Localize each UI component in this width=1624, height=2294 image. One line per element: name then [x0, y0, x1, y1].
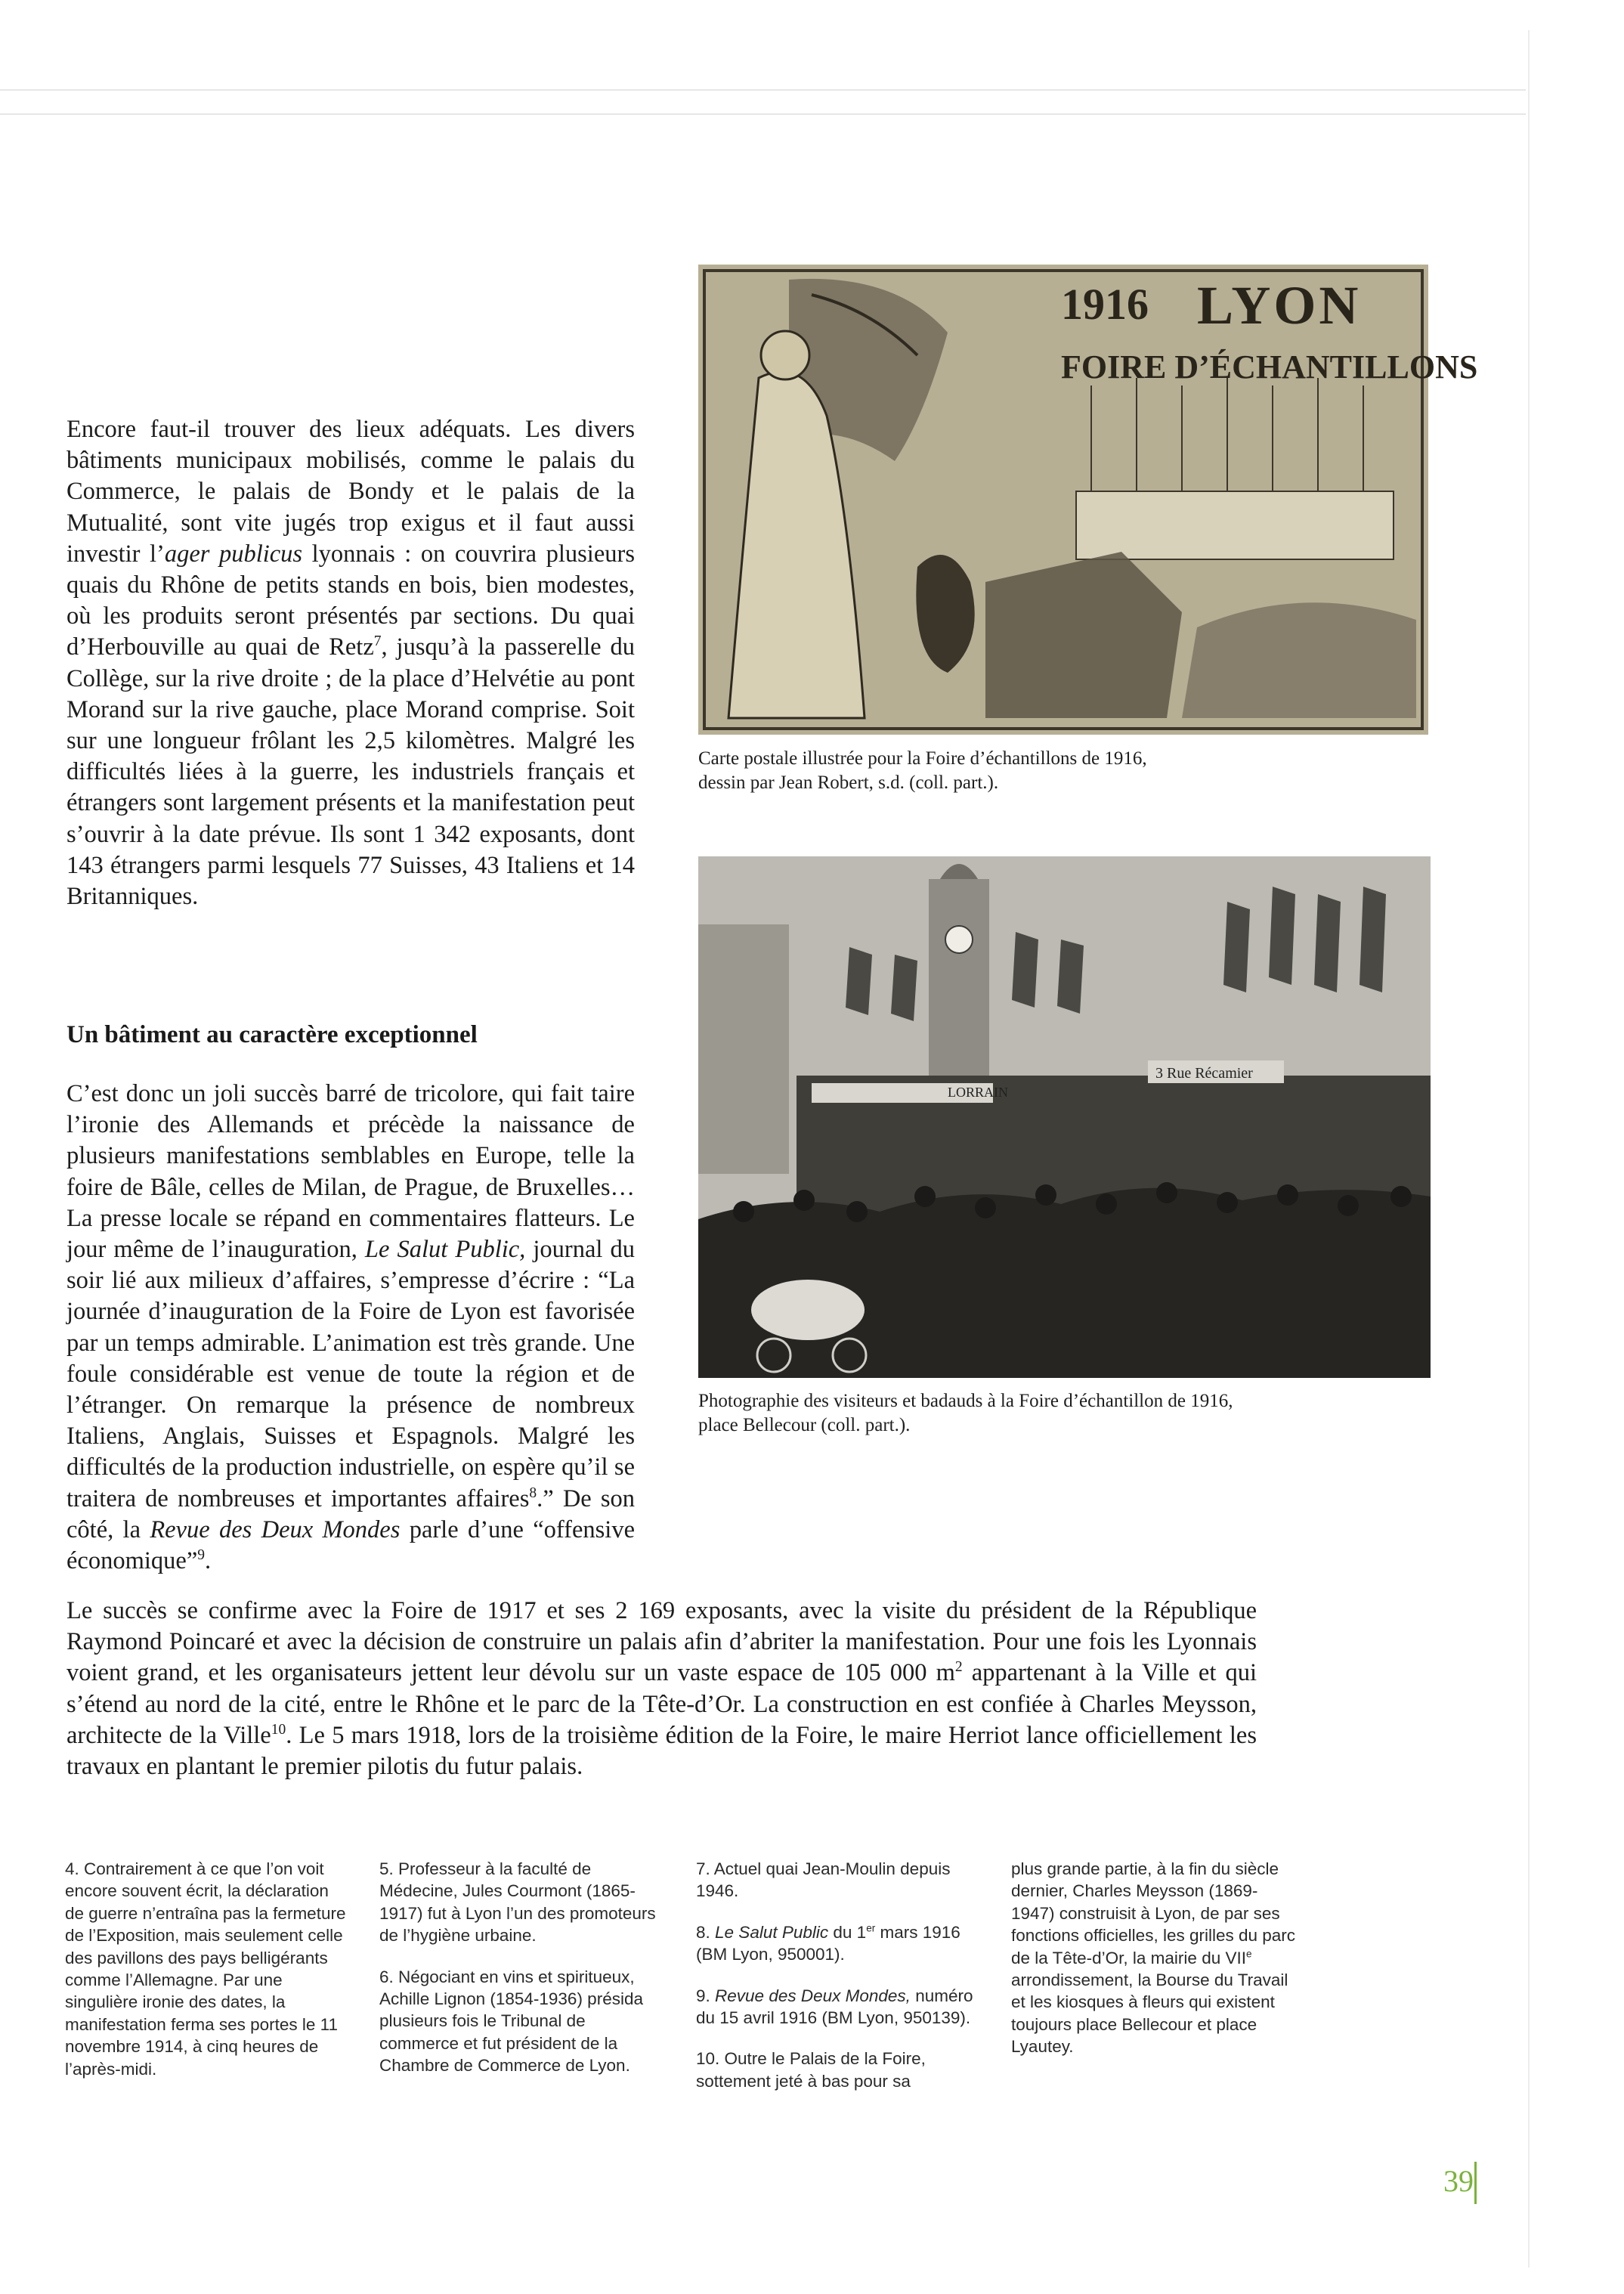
footnotes-column-3	[696, 1858, 983, 2111]
paragraph-press-reaction	[67, 1079, 635, 1577]
footnote-9	[696, 1985, 983, 2029]
footnote-4: 4. Contrairement à ce que l’on voit encore souvent écrit, la déclaration de guerre n’entraîna pas la fermeture de l’Exposition, mais seulement celle des pavillons des pays belligérants comme l’Allemagne. Par une singulière ironie des dates, la manifestation ferma ses portes le 11 novembre 1914, à cinq heures de l’après-midi.	[65, 1859, 346, 2079]
text-run: , jusqu’à la passerelle du Collège, sur la rive droite ; de la place d’Helvétie au pont Morand sur la rive gauche, place Morand comprise. Soit sur une longueur frôlant les 2,5 kilomètres. Malgré les difficultés liées à la guerre, les industriels français et étrangers sont largement présents et la manifestation peut s’ouvrir à la date prévue. Ils sont 1 342 exposants, dont 143 étrangers parmi lesquels 77 Suisses, 43 Italiens et 14 Britanniques.	[67, 633, 635, 911]
text-run: parle d’une “offensive économique”	[67, 1515, 635, 1575]
text-run: mars 1916 (BM Lyon, 950001).	[696, 1922, 960, 1964]
text-run: C’est donc un joli succès barré de tricolore, qui fait taire l’ironie des Allemands et précède la naissance de plusieurs manifestations semblables en Europe, telle la foire de Bâle, celles de Milan, de Prague, de Bruxelles… La presse locale se répand en commentaires flatteurs. Le jour même de l’inauguration,	[67, 1080, 635, 1264]
text-italic: ager publicus	[164, 540, 303, 568]
page-number-bar	[1474, 2162, 1477, 2204]
page-edge-line	[1528, 30, 1530, 2268]
caption-crowd-photo	[698, 1389, 1454, 1438]
postcard-title: FOIRE D’ÉCHANTILLONS	[1061, 348, 1478, 385]
paragraph-palace-construction	[67, 1596, 1257, 1782]
page-number: 39	[1443, 2164, 1474, 2198]
caption-line: place Bellecour (coll. part.).	[698, 1415, 911, 1435]
text-run: plus grande partie, à la fin du siècle dernier, Charles Meysson (1869-1947) construisit à Lyon, de par ses fonctions officielles, les grilles du parc de la Tête-d’Or, la mairie du VII	[1011, 1859, 1296, 1967]
footnote-ref: 10	[271, 1721, 286, 1738]
footnote-ref: 9	[197, 1547, 206, 1564]
footnote-5: 5. Professeur à la faculté de Médecine, Jules Courmont (1865-1917) fut à Lyon l’un des promoteurs de l’hygiène urbaine.	[379, 1859, 656, 1946]
caption-line: Photographie des visiteurs et badauds à la Foire d’échantillon de 1916,	[698, 1391, 1233, 1411]
text-run: lyonnais : on couvrira plusieurs quais du Rhône de petits stands en bois, bien modestes, où les produits seront présentés par sections. Du quai d’Herbouville au quai de Retz	[67, 540, 635, 661]
text-run: Encore faut-il trouver des lieux adéquats. Les divers bâtiments municipaux mobilisés, comme le palais du Commerce, le palais de Bondy et le palais de la Mutualité, sont vite jugés trop exigus et il faut aussi investir l’	[67, 416, 635, 568]
caption-line: dessin par Jean Robert, s.d. (coll. part.).	[698, 772, 999, 793]
caption-postcard	[698, 747, 1454, 795]
text-run: appartenant à la Ville et qui s’étend au nord de la cité, entre le Rhône et le parc de la Tête-d’Or. La construction en est confiée à Charles Meysson, architecte de la Ville	[67, 1659, 1257, 1749]
text-italic: Revue des Deux Mondes	[150, 1515, 401, 1543]
footnote-8	[696, 1921, 983, 1966]
text-run: .” De son côté, la	[67, 1484, 635, 1543]
text-run: numéro du 15 avril 1916 (BM Lyon, 950139).	[696, 1986, 973, 2028]
footnote-6: 6. Négociant en vins et spiritueux, Achille Lignon (1854-1936) présida plusieurs fois le Tribunal de commerce et fut président de la Chambre de Commerce de Lyon.	[379, 1967, 643, 2076]
stand-sign: LORRAIN	[948, 1085, 1008, 1100]
postcard-city: LYON	[1197, 275, 1362, 336]
superscript: er	[866, 1922, 876, 1934]
section-heading: Un bâtiment au caractère exceptionnel	[67, 1021, 478, 1048]
text-run: . Le 5 mars 1918, lors de la troisième édition de la Foire, le maire Herriot lance officiellement les travaux en plantant le premier pilotis du futur palais.	[67, 1721, 1257, 1781]
text-run: 9.	[696, 1986, 716, 2005]
text-run: journal du soir lié aux milieux d’affaires, s’empresse d’écrire : “La journée d’inauguration de la Foire de Lyon est favorisée par un temps admirable. L’animation est très grande. Une foule considérable est venue de toute la région et de l’étranger. On remarque la présence de nombreux Italiens, Anglais, Suisses et Espagnols. Malgré les difficultés de la production industrielle, on espère qu’il se traitera de nombreuses et importantes affaires	[67, 1236, 635, 1512]
stand-sign: 3 Rue Récamier	[1155, 1065, 1253, 1082]
crowd-illustration	[698, 856, 1431, 1378]
footnotes-column-2	[379, 1858, 667, 2096]
superscript: e	[1245, 1948, 1252, 1960]
text-run: du 1	[828, 1922, 867, 1942]
superscript: 2	[954, 1659, 963, 1676]
footnotes-column-1	[65, 1858, 352, 2099]
footnote-ref: 7	[373, 633, 382, 650]
text-run: .	[205, 1547, 212, 1575]
footnote-ref: 8	[529, 1484, 537, 1501]
header-rule-bottom	[0, 113, 1526, 115]
text-italic: Le Salut Public	[715, 1922, 829, 1942]
footnote-10-continued	[1011, 1858, 1298, 2058]
text-run: Le succès se confirme avec la Foire de 1917 et ses 2 169 exposants, avec la visite du président de la République Raymond Poincaré et avec la décision de construire un palais afin d’abriter la manifestation. Pour une fois les Lyonnais voient grand, et les organisateurs jettent leur dévolu sur un vaste espace de 105 000 m	[67, 1597, 1257, 1687]
postcard-year: 1916	[1061, 280, 1149, 329]
footnote-7: 7. Actuel quai Jean-Moulin depuis 1946.	[696, 1859, 951, 1901]
caption-line: Carte postale illustrée pour la Foire d’échantillons de 1916,	[698, 748, 1147, 769]
text-italic: Revue des Deux Mondes,	[715, 1986, 911, 2005]
text-run: arrondissement, la Bourse du Travail et les kiosques à fleurs qui existent toujours place Bellecour et place Lyautey.	[1011, 1970, 1288, 2057]
text-run: 8.	[696, 1922, 716, 1942]
postcard-image	[698, 265, 1478, 735]
postcard-illustration	[698, 265, 1478, 735]
footnotes-column-4	[1011, 1858, 1298, 2077]
text-italic: Le Salut Public,	[364, 1236, 526, 1264]
paragraph-exhibition-sites	[67, 414, 635, 912]
crowd-photo	[698, 856, 1431, 1378]
header-rule-top	[0, 89, 1526, 91]
footnote-10: 10. Outre le Palais de la Foire, sottement jeté à bas pour sa	[696, 2049, 926, 2091]
